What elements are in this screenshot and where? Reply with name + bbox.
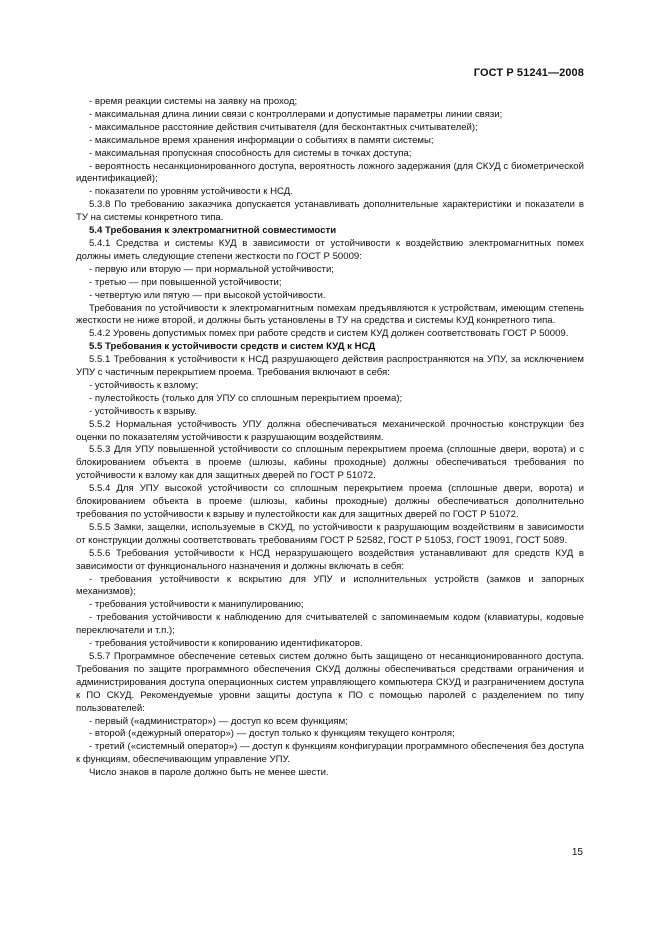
list-item: - первый («администратор») — доступ ко всем функциям; (89, 715, 348, 727)
paragraph: 5.4.2 Уровень допустимых помех при работе средств и систем КУД должен соответствовать ГОСТ Р 50009. (89, 328, 569, 340)
list-item: - максимальная длина линии связи с контроллерами и допустимые параметры линии связи; (89, 108, 503, 120)
list-item: - требования устойчивости к наблюдению для считывателей с запоминаемым кодом (клавиатуры, кодовые переключатели и т.п.); (76, 612, 584, 637)
paragraph: 5.5.7 Программное обеспечение сетевых систем должно быть защищено от несанкционированного доступа. Требования по защите программного обеспечения СКУД должны обеспечиваться средствами ограничения и администрирования доступа операционных систем управляющего компьютера СКУД и разграничением доступа к ПО СКУД. Рекомендуемые уровни защиты доступа к ПО с помощью паролей с разделением по типу пользователей: (76, 650, 584, 714)
list-item: - третью — при повышенной устойчивости; (89, 276, 282, 288)
list-item: - устойчивость к взлому; (89, 379, 199, 391)
paragraph: 5.3.8 По требованию заказчика допускается устанавливать дополнительные характеристики и показатели в ТУ на системы конкретного типа. (76, 199, 584, 224)
list-item: - требования устойчивости к манипулированию; (89, 599, 304, 611)
list-item: - пулестойкость (только для УПУ со сплошным перекрытием проема); (89, 392, 403, 404)
section-heading: 5.5 Требования к устойчивости средств и систем КУД к НСД (89, 341, 376, 353)
paragraph: 5.5.5 Замки, защелки, используемые в СКУД, по устойчивости к разрушающим воздействиям в зависимости от конструкции должны соответствовать требованиям ГОСТ Р 52582, ГОСТ Р 51053, ГОСТ 19091, ГОСТ 5089. (76, 521, 584, 546)
list-item: - максимальное время хранения информации о событиях в памяти системы; (89, 134, 434, 146)
paragraph: 5.5.4 Для УПУ высокой устойчивости со сплошным перекрытием проема (сплошные двери, ворота) и блокированием объекта в проеме (шлюзы, кабины проходные) должны обеспечиваться дополнительно требования по устойчивости к взрыву и пулестойкости как для защитных дверей по ГОСТ Р 51072. (76, 483, 584, 520)
list-item: - вероятность несанкционированного доступа, вероятность ложного задержания (для СКУД с биометрической идентификацией); (76, 160, 584, 185)
paragraph: Число знаков в пароле должно быть не менее шести. (89, 767, 329, 779)
list-item: - требования устойчивости к копированию идентификаторов. (89, 638, 363, 650)
list-item: - устойчивость к взрыву. (89, 405, 197, 417)
list-item: - третий («системный оператор») — доступ к функциям конфигурации программного обеспечения без доступа к функциям, обеспечивающим управление УПУ. (76, 741, 584, 766)
list-item: - максимальная пропускная способность для системы в точках доступа; (89, 147, 412, 159)
list-item: - показатели по уровням устойчивости к НСД. (89, 186, 293, 198)
document-header: ГОСТ Р 51241—2008 (473, 67, 584, 79)
list-item: - время реакции системы на заявку на проход; (89, 96, 298, 107)
paragraph: 5.5.6 Требования устойчивости к НСД неразрушающего воздействия устанавливают для средств КУД в зависимости от функционального назначения и должны включать в себя: (76, 547, 584, 572)
list-item: - максимальное расстояние действия считывателя (для бесконтактных считывателей); (89, 121, 478, 133)
list-item: - четвертую или пятую — при высокой устойчивости. (89, 289, 326, 301)
list-item: - второй («дежурный оператор») — доступ только к функциям текущего контроля; (89, 728, 455, 740)
list-item: - требования устойчивости к вскрытию для УПУ и исполнительных устройств (замков и запорных механизмов); (76, 573, 584, 598)
paragraph: 5.5.3 Для УПУ повышенной устойчивости со сплошным перекрытием проема (сплошные двери, ворота) и с блокированием объекта в проеме (шлюзы, кабины проходные) должны обеспечиваться требования по устойчивости к взлому как для защитных дверей по ГОСТ Р 51072. (76, 444, 584, 482)
paragraph: 5.5.2 Нормальная устойчивость УПУ должна обеспечиваться механической прочностью конструкции без оценки по показателям устойчивости к разрушающим воздействиям. (76, 418, 584, 443)
paragraph: 5.4.1 Средства и системы КУД в зависимости от устойчивости к воздействию электромагнитных помех должны иметь следующие степени жесткости по ГОСТ Р 50009: (76, 237, 584, 262)
paragraph: Требования по устойчивости к электромагнитным помехам предъявляются к устройствам, имеющим степень жесткости не ниже второй, и должны быть установлены в ТУ на средства и системы КУД конкретного типа. (76, 302, 584, 327)
section-heading: 5.4 Требования к электромагнитной совместимости (89, 225, 337, 237)
page-number: 15 (571, 847, 583, 858)
document-body (76, 96, 584, 780)
list-item: - первую или вторую — при нормальной устойчивости; (89, 263, 334, 275)
paragraph: 5.5.1 Требования к устойчивости к НСД разрушающего действия распространяются на УПУ, за исключением УПУ с частичным перекрытием проема. Требования включают в себя: (76, 354, 584, 379)
